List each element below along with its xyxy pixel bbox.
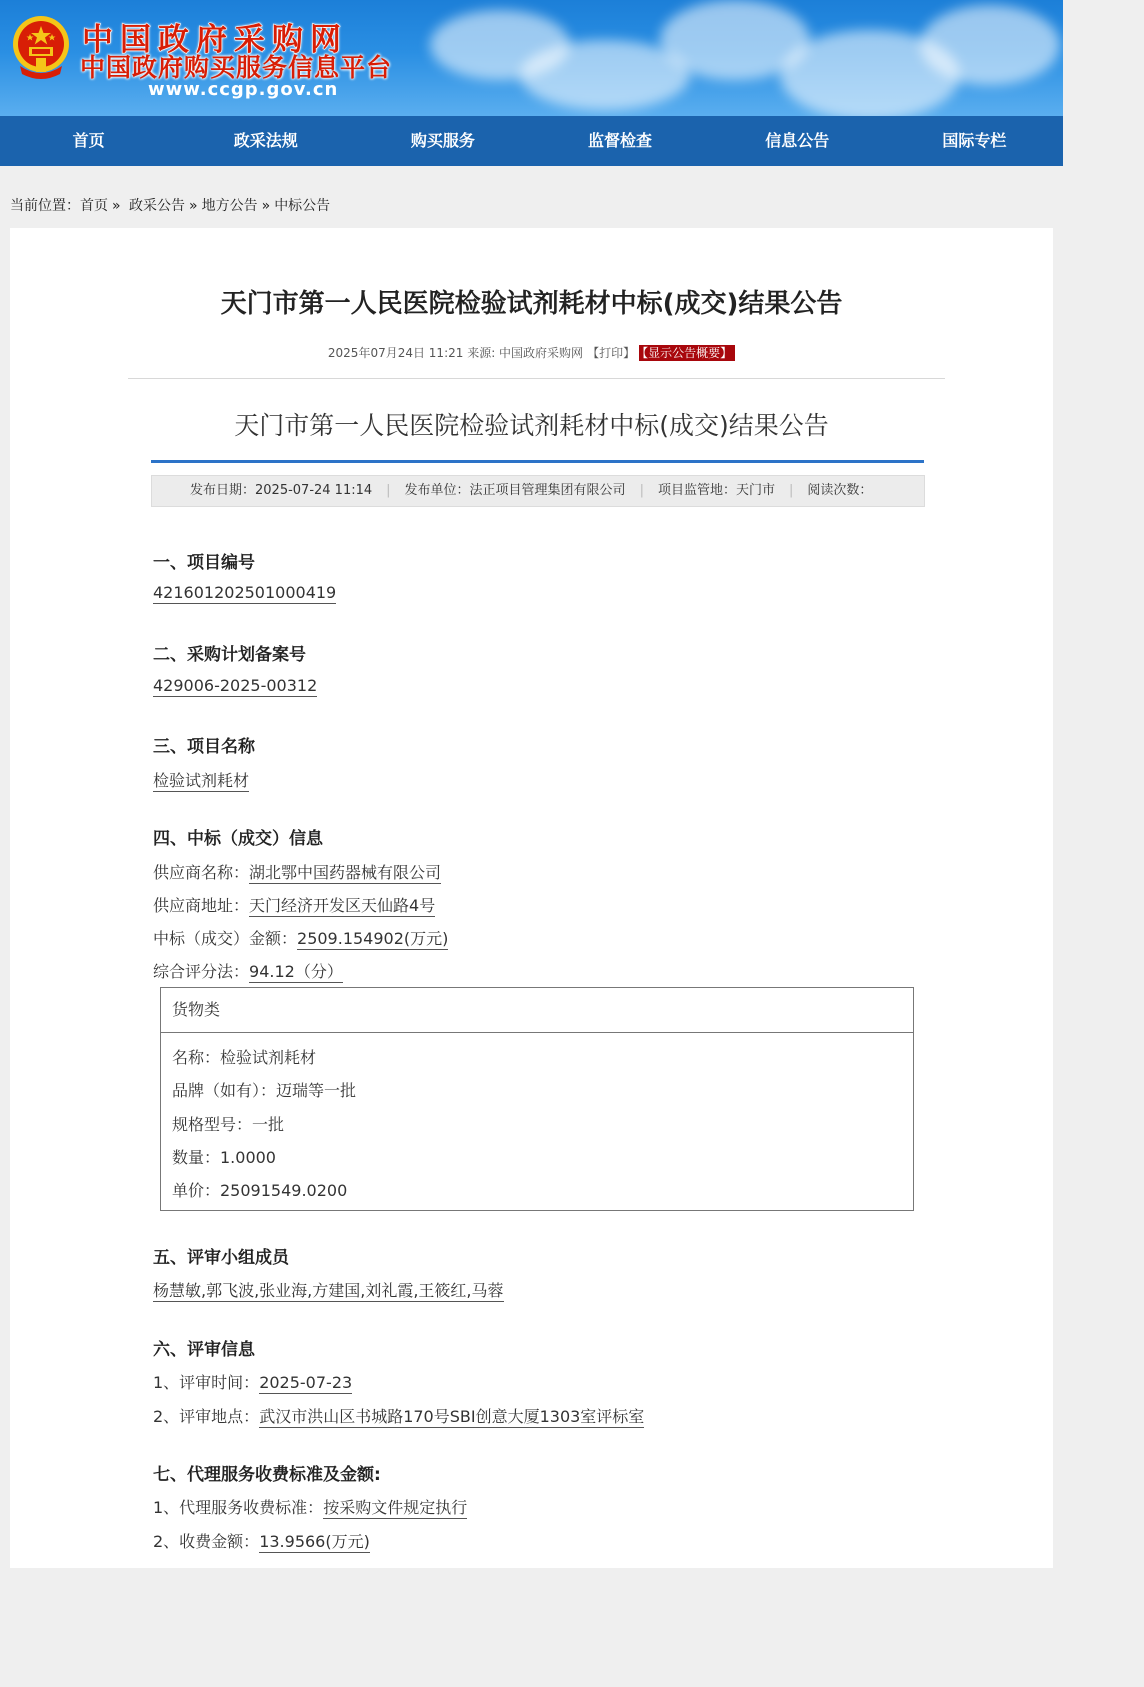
info-divider: | [788,483,794,498]
section-project-number [153,548,255,573]
publish-date: 发布日期：2025-07-24 11:14 [190,483,373,498]
show-summary-button[interactable]: 【显示公告概要】 [639,345,735,361]
nav-item-supervision[interactable]: 监督检查 [588,131,653,150]
info-bar [151,475,925,507]
breadcrumb-procurement-link[interactable]: 政采公告 [129,198,186,214]
announcement-subtitle: 天门市第一人民医院检验试剂耗材中标(成交)结果公告 [234,411,829,440]
section-heading: 三、项目名称 [153,737,255,757]
section-heading: 五、评审小组成员 [153,1248,289,1268]
project-name-row [153,768,249,791]
site-title: 中国政府采购网 [82,22,348,58]
print-link[interactable]: 【打印】 [587,346,636,360]
divider [128,378,945,379]
project-number-value: 421601202501000419 [153,583,337,602]
nav-item-purchase-services[interactable]: 购买服务 [410,131,475,150]
header-banner [0,0,1063,116]
breadcrumb-prefix: 当前位置： [10,198,80,214]
section-review-info [153,1335,255,1360]
page-title: 天门市第一人民医院检验试剂耗材中标(成交)结果公告 [220,289,843,319]
review-place-value: 武汉市洪山区书城路170号SBI创意大厦1303室评标室 [259,1407,645,1426]
section-heading: 四、中标（成交）信息 [153,829,323,849]
award-amount-value: 2509.154902(万元) [297,929,449,948]
info-divider: | [639,483,644,498]
supplier-name-row [153,860,441,883]
score-value: 94.12（分） [249,962,343,981]
fee-amount-label: 2、收费金额： [153,1532,260,1551]
article-content [10,228,1053,1568]
section-award-info [153,824,323,849]
goods-brand: 品牌（如有）：迈瑞等一批 [172,1081,357,1100]
breadcrumb-award-link[interactable]: 中标公告 [274,198,331,214]
supervision-location: 项目监管地：天门市 [657,483,775,498]
supplier-name-value: 湖北鄂中国药器械有限公司 [249,863,442,882]
breadcrumb-home-link[interactable]: 首页 [80,198,108,214]
fee-standard-row [153,1495,467,1518]
project-number-row [153,583,336,602]
supplier-address-label: 供应商地址： [153,896,250,915]
main-nav [0,116,1063,166]
info-divider: | [386,483,391,498]
award-amount-row [153,926,448,949]
title-underline [151,460,924,463]
breadcrumb-separator: » [112,198,121,214]
breadcrumb-local-link[interactable]: 地方公告 [201,198,258,214]
nav-item-international[interactable]: 国际专栏 [942,131,1007,150]
score-row [153,959,343,982]
goods-spec: 规格型号：一批 [172,1115,285,1134]
nav-item-home[interactable]: 首页 [72,131,105,150]
cloud-decoration [920,5,1060,85]
publisher: 发布单位：法正项目管理集团有限公司 [404,483,626,498]
national-emblem-icon [10,14,72,82]
supplier-name-label: 供应商名称： [153,863,250,882]
section-review-panel [153,1243,289,1268]
supplier-address-value: 天门经济开发区天仙路4号 [249,896,436,915]
breadcrumb-separator: » [189,198,198,214]
section-project-name [153,732,255,757]
section-heading: 七、代理服务收费标准及金额: [153,1465,381,1485]
award-amount-label: 中标（成交）金额： [153,929,298,948]
goods-quantity: 数量：1.0000 [172,1148,276,1167]
fee-amount-row [153,1529,370,1552]
review-place-label: 2、评审地点： [153,1407,260,1426]
goods-name: 名称：检验试剂耗材 [172,1048,317,1067]
read-count: 阅读次数： [807,483,873,498]
article-meta [10,344,1053,361]
fee-amount-value: 13.9566(万元) [259,1532,370,1551]
breadcrumb [10,195,330,215]
score-label: 综合评分法： [153,962,250,981]
section-heading: 六、评审信息 [153,1340,255,1360]
section-agency-fee [153,1460,381,1485]
project-name-value: 检验试剂耗材 [153,771,250,790]
site-url: www.ccgp.gov.cn [148,79,339,100]
nav-item-announcements[interactable]: 信息公告 [765,131,830,150]
plan-number-value: 429006-2025-00312 [153,676,318,695]
site-subtitle: 中国政府购买服务信息平台 [80,53,393,82]
goods-category: 货物类 [161,988,913,1033]
goods-table [160,987,914,1211]
breadcrumb-separator: » [261,198,271,214]
section-heading: 二、采购计划备案号 [153,645,306,665]
plan-number-row [153,676,317,695]
fee-standard-label: 1、代理服务收费标准： [153,1498,324,1517]
nav-item-regulations[interactable]: 政采法规 [233,131,298,150]
review-time-row [153,1370,352,1393]
review-panel-row [153,1278,504,1301]
fee-standard-value: 按采购文件规定执行 [323,1498,468,1517]
article-meta-text: 2025年07月24日 11:21 来源: 中国政府采购网 [327,346,584,360]
review-panel-members: 杨慧敏,郭飞波,张业海,方建国,刘礼霞,王筱红,马蓉 [153,1281,504,1300]
section-heading: 一、项目编号 [153,553,255,573]
section-plan-number [153,640,306,665]
supplier-address-row [153,893,435,916]
review-time-label: 1、评审时间： [153,1373,260,1392]
goods-unit-price: 单价：25091549.0200 [172,1181,348,1200]
review-time-value: 2025-07-23 [259,1373,353,1392]
review-place-row [153,1404,644,1427]
